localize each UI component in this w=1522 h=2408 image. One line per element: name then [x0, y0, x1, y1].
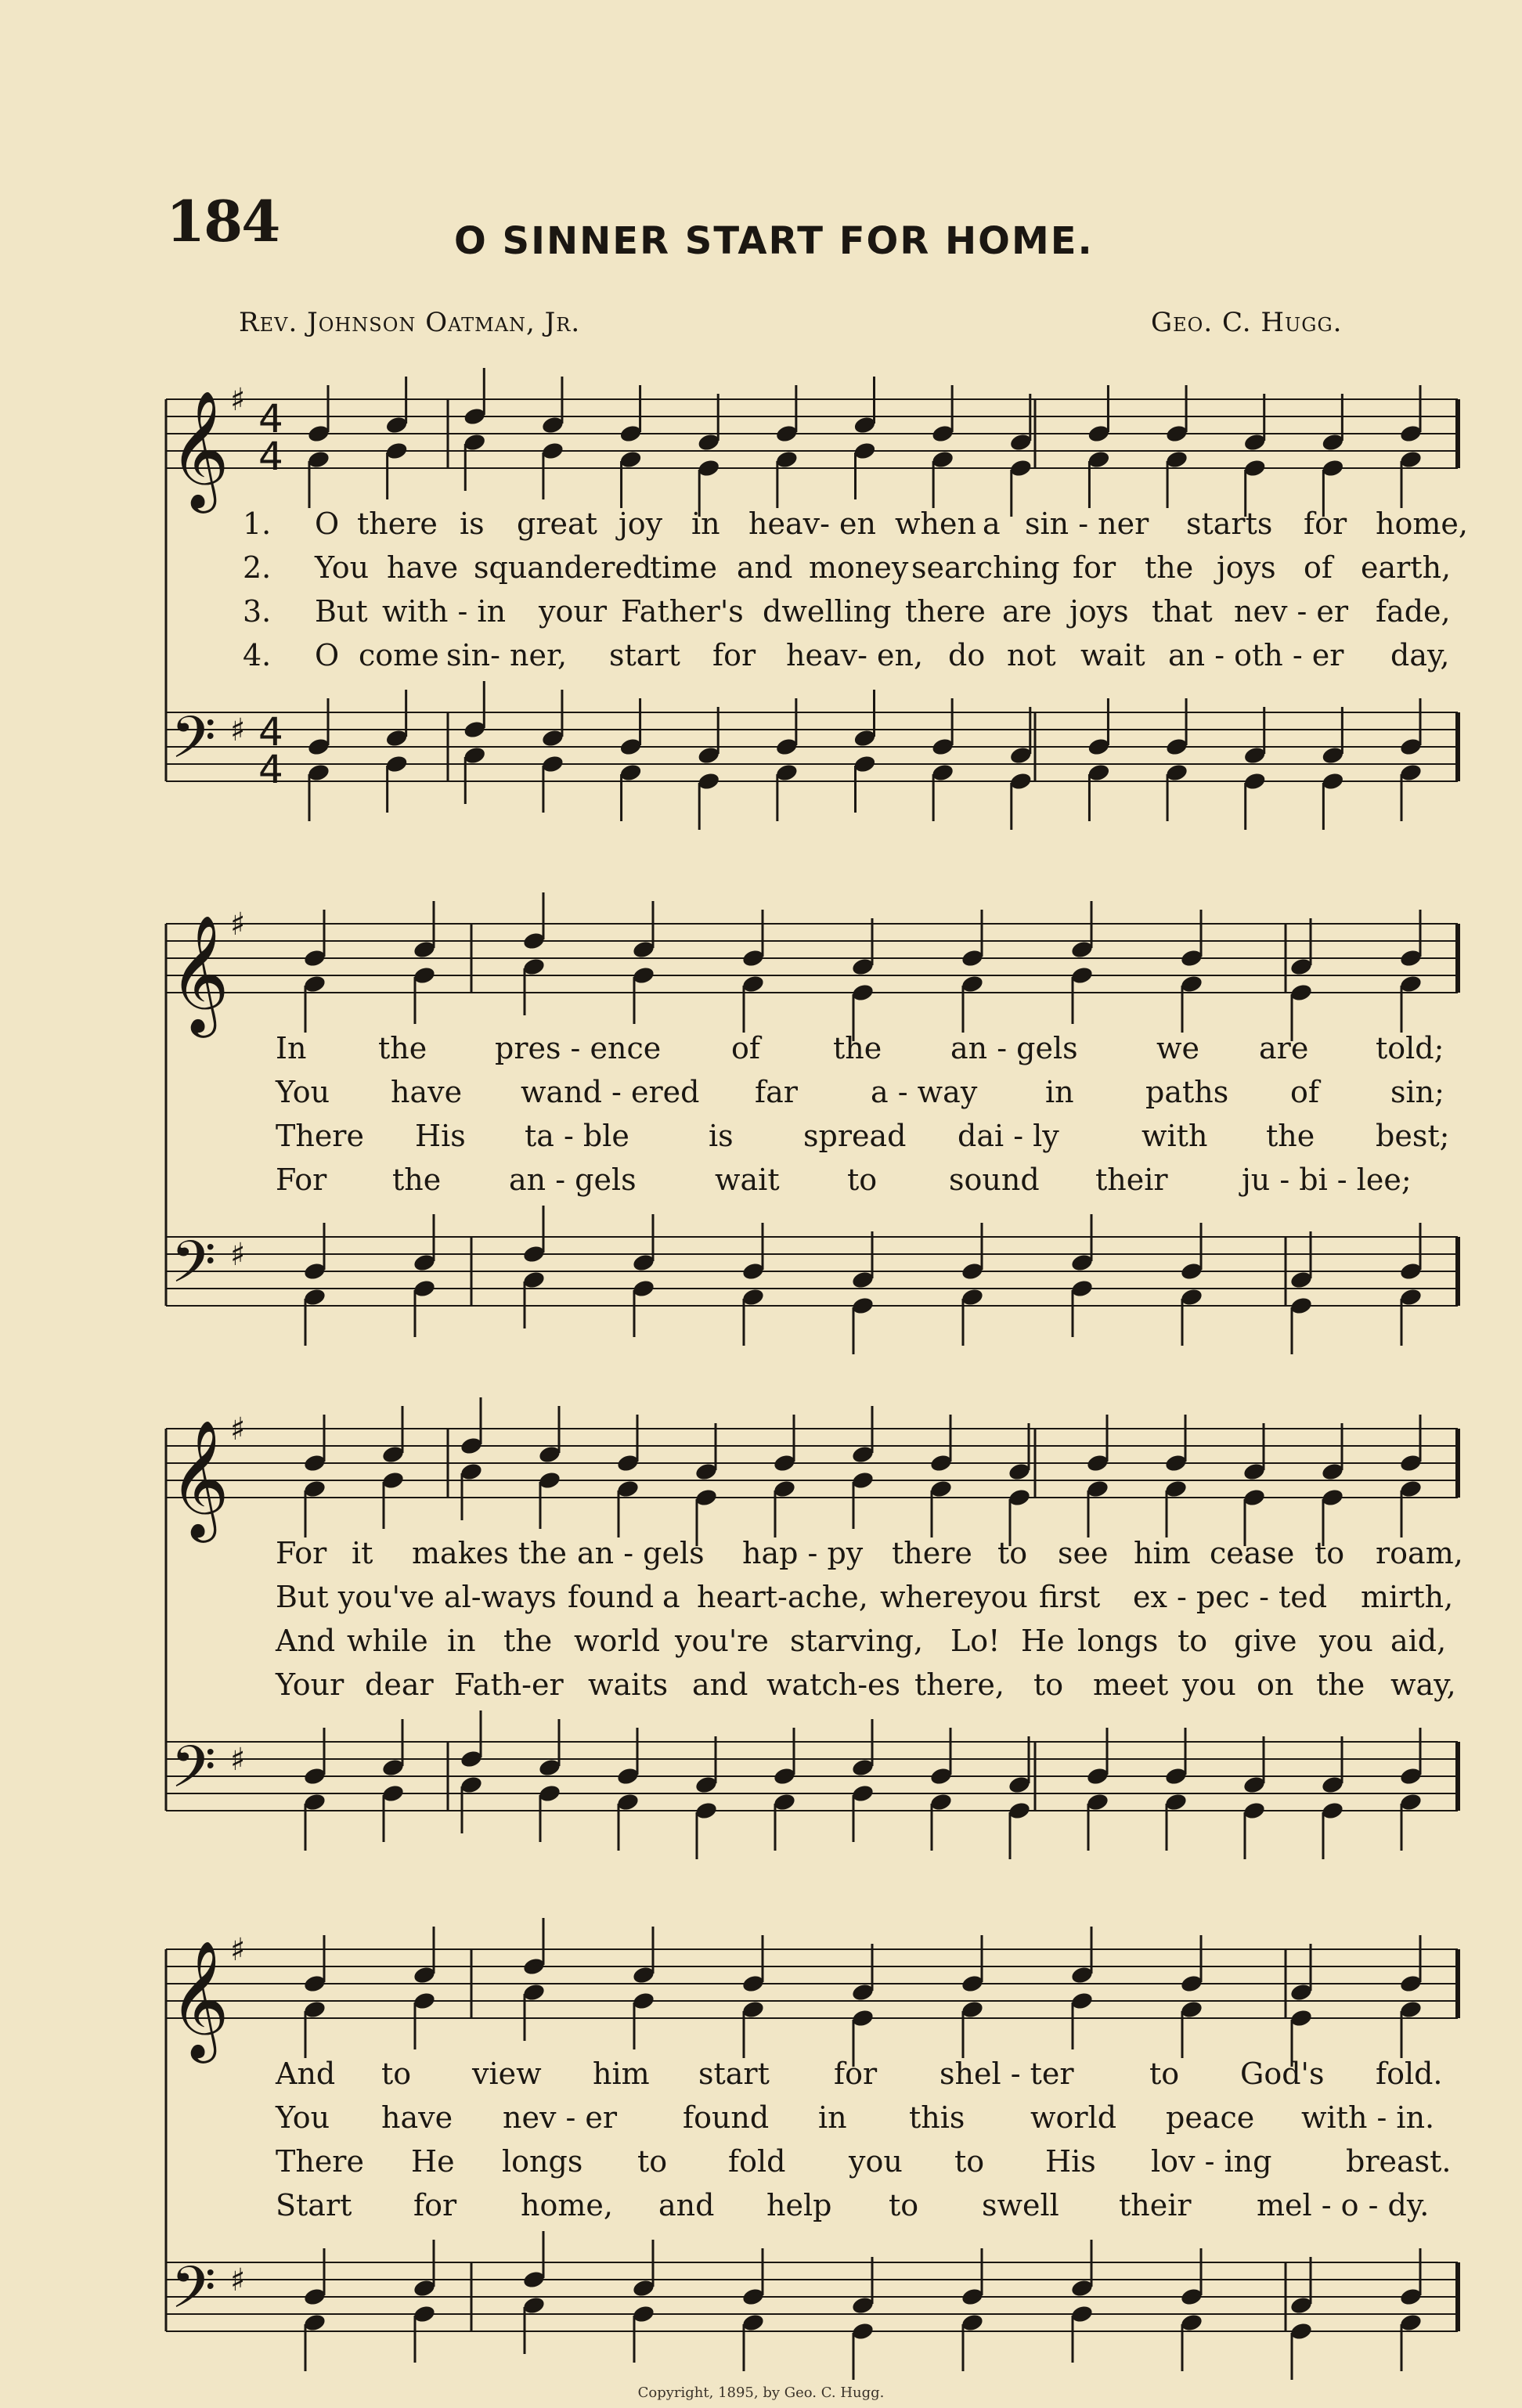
treble-clef: 𝄞	[169, 389, 229, 508]
lyric-syllable: For	[276, 1163, 327, 1197]
lyric-syllable: dai - ly	[958, 1119, 1059, 1153]
lyric-syllable: squandered	[474, 550, 652, 585]
key-signature-sharp: ♯	[230, 1411, 246, 1447]
time-signature-bottom: 4	[258, 747, 283, 792]
lyric-syllable: of	[1304, 550, 1333, 585]
lyric-syllable: joys	[1069, 594, 1129, 629]
lyric-syllable: found	[683, 2100, 770, 2135]
lyric-line-verse-2	[166, 1077, 1458, 1112]
music-system-4	[166, 1910, 1458, 2349]
lyric-syllable: wait	[715, 1163, 780, 1197]
lyric-syllable: wand - ered	[521, 1075, 700, 1109]
lyric-syllable: great	[517, 506, 597, 541]
lyric-syllable: for	[1073, 550, 1116, 585]
lyric-syllable: longs	[502, 2144, 583, 2179]
lyric-syllable: pres - ence	[495, 1031, 662, 1065]
lyric-syllable: with - in	[382, 594, 507, 629]
lyric-syllable: He	[1021, 1624, 1065, 1658]
time-signature-top: 4	[258, 396, 283, 442]
lyric-syllable: For	[276, 1536, 327, 1570]
lyric-line-verse-2	[166, 1582, 1458, 1617]
lyric-syllable: sin- ner,	[446, 638, 568, 672]
lyric-syllable: this	[909, 2100, 965, 2135]
lyric-syllable: fold.	[1376, 2057, 1443, 2091]
lyric-syllable: money	[809, 550, 909, 585]
lyric-syllable: His	[1045, 2144, 1096, 2179]
lyric-syllable: see	[1058, 1536, 1109, 1570]
lyric-syllable: for	[834, 2057, 878, 2091]
lyric-syllable: al-ways	[444, 1580, 557, 1614]
lyric-syllable: for	[712, 638, 756, 672]
lyric-syllable: time	[650, 550, 717, 585]
lyric-syllable: with - in.	[1301, 2100, 1435, 2135]
lyric-syllable: you	[974, 1580, 1028, 1614]
lyric-syllable: O	[315, 638, 340, 672]
lyric-syllable: hap - py	[742, 1536, 864, 1570]
lyric-syllable: the	[1145, 550, 1194, 585]
lyric-line-verse-1	[166, 1033, 1458, 1068]
lyric-syllable: His	[415, 1119, 466, 1153]
lyric-syllable: starts	[1186, 506, 1273, 541]
lyric-syllable: the	[1266, 1119, 1315, 1153]
lyric-syllable: and	[658, 2188, 715, 2222]
lyric-syllable: Fath-er	[454, 1667, 564, 1702]
lyric-syllable: start	[698, 2057, 770, 2091]
lyric-syllable: home,	[521, 2188, 613, 2222]
lyric-syllable: breast.	[1346, 2144, 1452, 2179]
lyric-syllable: nev - er	[503, 2100, 618, 2135]
verse-number: 3.	[243, 594, 272, 629]
treble-clef: 𝄞	[169, 914, 229, 1033]
lyric-syllable: there	[357, 506, 438, 541]
key-signature-sharp: ♯	[230, 2262, 246, 2298]
lyric-syllable: heart-ache,	[697, 1580, 868, 1614]
lyric-syllable: meet	[1093, 1667, 1169, 1702]
lyric-syllable: lov - ing	[1151, 2144, 1272, 2179]
lyric-syllable: God's	[1240, 2057, 1325, 2091]
lyric-line-verse-3	[166, 594, 1458, 631]
lyric-syllable: you're	[675, 1624, 769, 1658]
lyric-syllable: mirth,	[1361, 1580, 1454, 1614]
hymn-title: O SINNER START FOR HOME.	[454, 219, 1094, 263]
lyric-syllable: ex - pec - ted	[1133, 1580, 1328, 1614]
lyric-syllable: a	[983, 506, 1001, 541]
music-system-3	[166, 1390, 1463, 1828]
lyric-syllable: give	[1234, 1624, 1297, 1658]
lyric-syllable: nev - er	[1234, 594, 1349, 629]
bass-clef: 𝄢	[171, 1228, 216, 1310]
lyric-syllable: fold	[728, 2144, 786, 2179]
lyric-line-verse-2	[166, 2100, 1458, 2137]
music-system-2	[166, 885, 1458, 1323]
time-signature-bottom: 4	[258, 434, 283, 479]
lyric-syllable: Father's	[621, 594, 744, 629]
lyric-syllable: the	[378, 1031, 427, 1065]
lyric-line-verse-1	[166, 1536, 1463, 1573]
bass-clef: 𝄢	[171, 2254, 216, 2336]
lyric-syllable: a - way	[871, 1075, 978, 1109]
lyric-syllable: to	[847, 1163, 878, 1197]
time-signature-top: 4	[258, 709, 283, 755]
lyric-syllable: earth,	[1361, 550, 1452, 585]
lyric-syllable: world	[574, 1624, 661, 1658]
lyric-syllable: Start	[276, 2188, 352, 2222]
lyric-syllable: ta - ble	[525, 1119, 629, 1153]
lyric-syllable: He	[411, 2144, 455, 2179]
lyric-syllable: And	[276, 2057, 336, 2091]
lyric-syllable: makes the	[412, 1536, 568, 1570]
lyric-syllable: your	[539, 594, 607, 629]
lyric-syllable: sin;	[1390, 1075, 1444, 1109]
lyric-syllable: have	[391, 1075, 463, 1109]
lyric-syllable: him	[593, 2057, 650, 2091]
lyric-syllable: ju - bi - lee;	[1242, 1163, 1412, 1197]
lyric-syllable: There	[276, 2144, 364, 2179]
lyric-syllable: O	[315, 506, 340, 541]
lyric-syllable: to	[1149, 2057, 1180, 2091]
lyric-syllable: way,	[1390, 1667, 1456, 1702]
lyric-syllable: heav- en	[748, 506, 876, 541]
lyric-syllable: longs	[1077, 1624, 1159, 1658]
lyric-syllable: peace	[1166, 2100, 1255, 2135]
treble-clef: 𝄞	[169, 1939, 229, 2058]
lyric-syllable: him	[1134, 1536, 1191, 1570]
key-signature-sharp: ♯	[230, 712, 246, 748]
lyric-line-verse-1	[166, 506, 1468, 543]
lyric-syllable: while	[347, 1624, 428, 1658]
verse-number: 4.	[243, 638, 272, 672]
lyric-syllable: we	[1156, 1031, 1200, 1065]
lyric-syllable: in	[691, 506, 720, 541]
lyric-syllable: joy	[619, 506, 663, 541]
author-credit: Rev. Johnson Oatman, Jr.	[239, 307, 581, 338]
lyric-syllable: a	[662, 1580, 680, 1614]
lyric-syllable: In	[276, 1031, 307, 1065]
lyric-syllable: it	[352, 1536, 373, 1570]
lyric-syllable: to	[954, 2144, 985, 2179]
lyric-syllable: are	[1002, 594, 1052, 629]
verse-number: 1.	[243, 506, 272, 541]
bass-clef: 𝄢	[171, 704, 216, 786]
lyric-syllable: You	[276, 2100, 330, 2135]
lyric-syllable: view	[472, 2057, 542, 2091]
lyric-syllable: that	[1152, 594, 1213, 629]
lyric-syllable: have	[381, 2100, 453, 2135]
lyric-syllable: there	[892, 1536, 972, 1570]
lyric-syllable: But you've	[276, 1580, 435, 1614]
lyric-syllable: with	[1142, 1119, 1208, 1153]
lyric-line-verse-4	[166, 1165, 1458, 1199]
lyric-syllable: you	[849, 2144, 903, 2179]
lyric-syllable: found	[568, 1580, 655, 1614]
lyric-syllable: is	[709, 1119, 734, 1153]
lyric-syllable: to	[997, 1536, 1028, 1570]
lyric-syllable: for	[1304, 506, 1347, 541]
hymn-number: 184	[166, 188, 280, 254]
lyric-syllable: day,	[1390, 638, 1450, 672]
lyric-syllable: there,	[914, 1667, 1004, 1702]
lyric-syllable: sound	[949, 1163, 1040, 1197]
lyric-syllable: and	[737, 550, 793, 585]
lyric-syllable: are	[1259, 1031, 1309, 1065]
lyric-line-verse-4	[166, 1667, 1458, 1704]
lyric-syllable: do	[948, 638, 986, 672]
lyric-syllable: the	[833, 1031, 882, 1065]
lyric-syllable: You	[276, 1075, 330, 1109]
key-signature-sharp: ♯	[230, 907, 246, 943]
lyric-line-verse-2	[166, 550, 1458, 587]
lyric-syllable: to	[1178, 1624, 1208, 1658]
lyric-line-verse-3	[166, 1121, 1458, 1155]
lyric-syllable: is	[460, 506, 485, 541]
lyric-syllable: home,	[1376, 506, 1468, 541]
lyric-syllable: And	[276, 1624, 336, 1658]
key-signature-sharp: ♯	[230, 1237, 246, 1273]
lyric-syllable: swell	[982, 2188, 1059, 2222]
key-signature-sharp: ♯	[230, 1742, 246, 1778]
lyric-syllable: sin - ner	[1025, 506, 1149, 541]
lyric-syllable: You	[315, 550, 370, 585]
copyright-notice: Copyright, 1895, by Geo. C. Hugg.	[637, 2385, 885, 2401]
composer-credit: Geo. C. Hugg.	[1151, 307, 1343, 338]
lyric-syllable: cease	[1210, 1536, 1295, 1570]
lyric-syllable: waits	[588, 1667, 669, 1702]
lyric-syllable: to	[1033, 1667, 1064, 1702]
lyric-syllable: the	[503, 1624, 553, 1658]
lyric-syllable: not	[1007, 638, 1056, 672]
lyric-syllable: mel - o - dy.	[1257, 2188, 1430, 2222]
lyric-syllable: first	[1039, 1580, 1101, 1614]
bass-clef: 𝄢	[171, 1733, 216, 1815]
lyric-syllable: in	[818, 2100, 847, 2135]
lyric-syllable: the	[392, 1163, 442, 1197]
lyric-syllable: come	[359, 638, 439, 672]
lyric-syllable: shel - ter	[940, 2057, 1074, 2091]
lyric-syllable: there	[905, 594, 986, 629]
lyric-syllable: paths	[1145, 1075, 1229, 1109]
lyric-syllable: in	[1045, 1075, 1074, 1109]
lyric-syllable: an - gels	[950, 1031, 1078, 1065]
lyric-syllable: dwelling	[763, 594, 892, 629]
lyric-syllable: starving,	[790, 1624, 924, 1658]
lyric-line-verse-3	[166, 2144, 1458, 2181]
lyric-syllable: their	[1095, 1163, 1168, 1197]
lyric-syllable: joys	[1217, 550, 1276, 585]
lyric-syllable: on	[1257, 1667, 1294, 1702]
lyric-syllable: have	[387, 550, 459, 585]
lyric-syllable: help	[766, 2188, 832, 2222]
lyric-syllable: spread	[803, 1119, 907, 1153]
lyric-syllable: world	[1030, 2100, 1117, 2135]
music-system-1	[166, 360, 1468, 798]
lyric-syllable: to	[381, 2057, 412, 2091]
lyric-syllable: you	[1182, 1667, 1236, 1702]
lyric-syllable: But	[315, 594, 368, 629]
lyric-syllable: wait	[1080, 638, 1145, 672]
lyric-syllable: aid,	[1390, 1624, 1447, 1658]
lyric-syllable: for	[413, 2188, 457, 2222]
lyric-syllable: to	[637, 2144, 668, 2179]
lyric-syllable: an - oth - er	[1168, 638, 1344, 672]
lyric-syllable: an - gels	[509, 1163, 637, 1197]
lyric-syllable: watch-es	[766, 1667, 901, 1702]
lyric-syllable: searching	[911, 550, 1060, 585]
lyric-line-verse-4	[166, 640, 1458, 675]
lyric-syllable: of	[731, 1031, 760, 1065]
lyric-syllable: best;	[1376, 1119, 1450, 1153]
lyric-syllable: far	[755, 1075, 798, 1109]
lyric-syllable: There	[276, 1119, 364, 1153]
lyric-syllable: when	[895, 506, 976, 541]
lyric-syllable: heav- en,	[786, 638, 924, 672]
lyric-line-verse-4	[166, 2190, 1458, 2225]
lyric-syllable: you	[1319, 1624, 1373, 1658]
lyric-syllable: to	[889, 2188, 919, 2222]
lyric-syllable: their	[1119, 2188, 1192, 2222]
lyric-syllable: roam,	[1376, 1536, 1463, 1570]
key-signature-sharp: ♯	[230, 1932, 246, 1968]
lyric-syllable: told;	[1376, 1031, 1444, 1065]
lyric-syllable: and	[692, 1667, 748, 1702]
lyric-syllable: Your	[276, 1667, 344, 1702]
lyric-syllable: fade,	[1376, 594, 1451, 629]
treble-clef: 𝄞	[169, 1418, 229, 1537]
lyric-syllable: the	[1316, 1667, 1365, 1702]
lyric-syllable: dear	[365, 1667, 434, 1702]
lyric-syllable: of	[1290, 1075, 1319, 1109]
lyric-syllable: to	[1315, 1536, 1345, 1570]
lyric-syllable: in	[447, 1624, 476, 1658]
verse-number: 2.	[243, 550, 272, 585]
lyric-syllable: Lo!	[950, 1624, 1001, 1658]
lyric-syllable: an - gels	[577, 1536, 705, 1570]
lyric-syllable: start	[609, 638, 680, 672]
lyric-line-verse-1	[166, 2059, 1458, 2093]
lyric-line-verse-3	[166, 1626, 1458, 1660]
lyric-syllable: where	[880, 1580, 975, 1614]
key-signature-sharp: ♯	[230, 382, 246, 418]
